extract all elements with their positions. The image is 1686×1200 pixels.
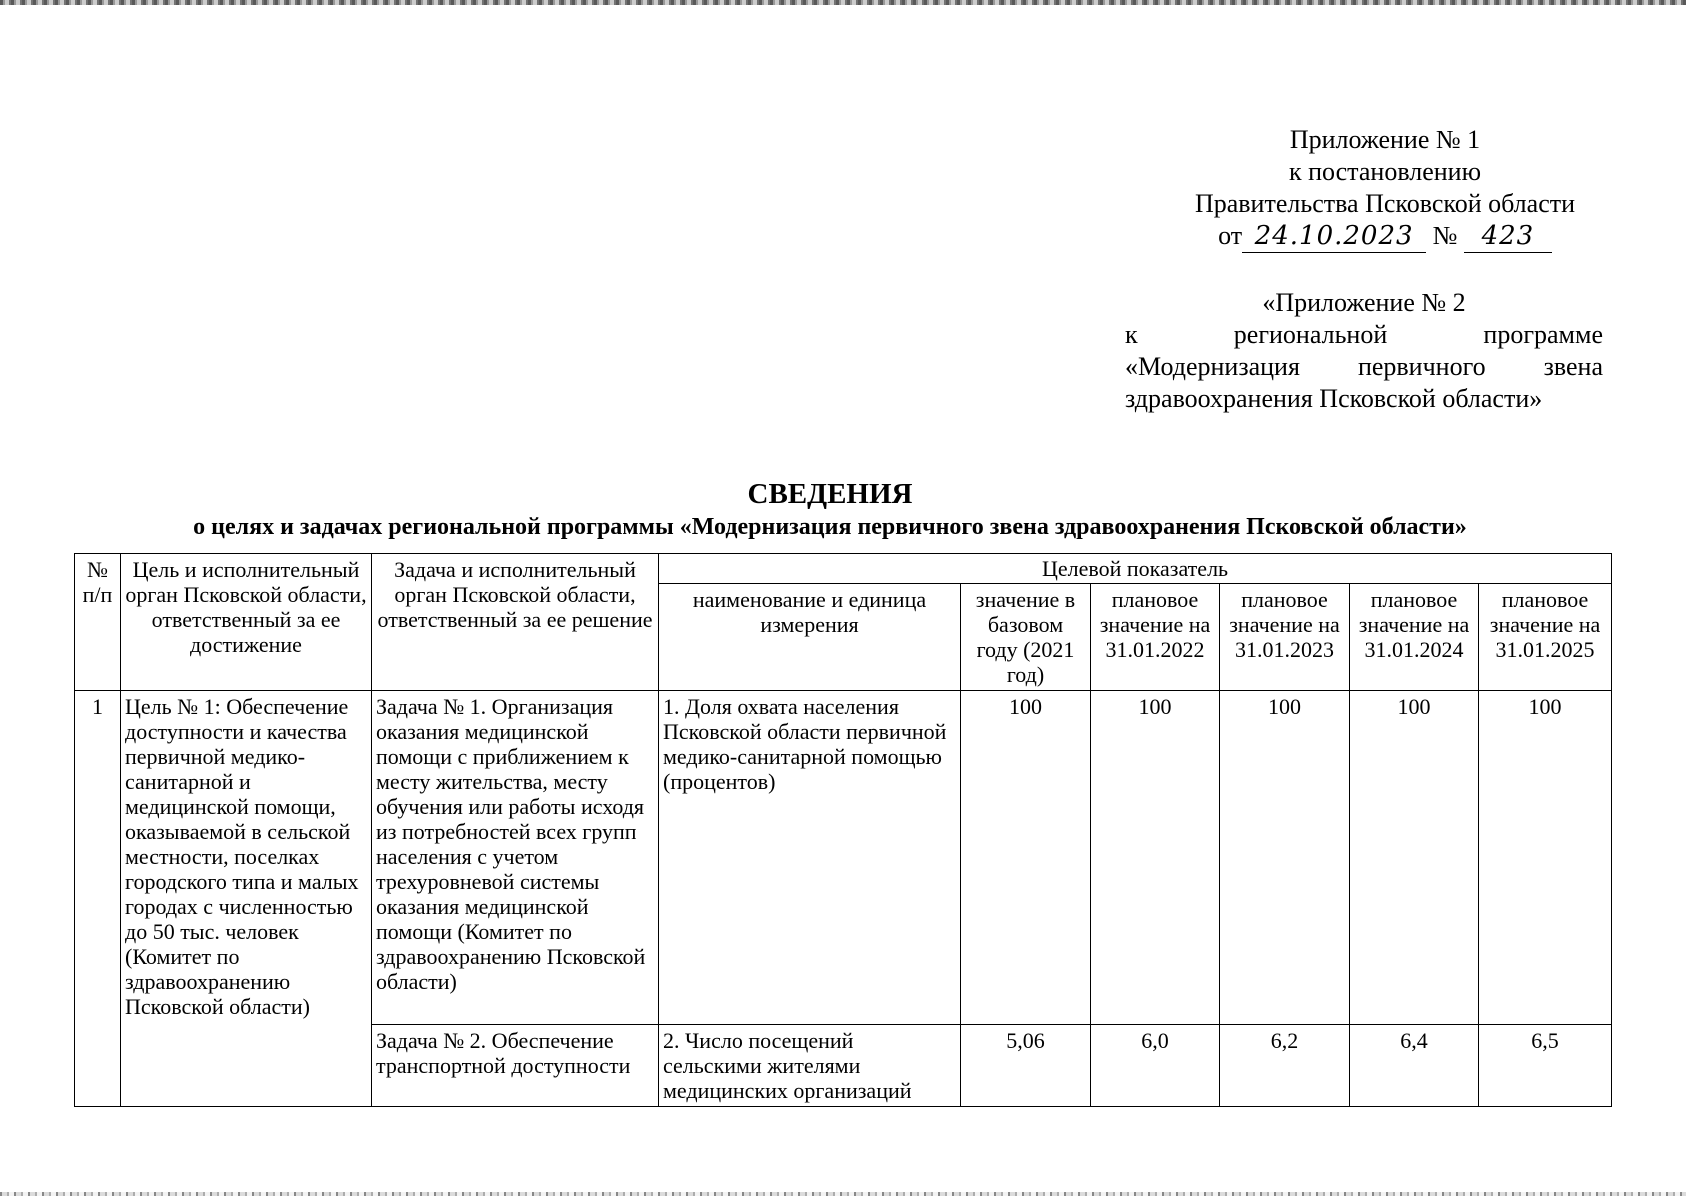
row-plan-2023: 100 [1220,691,1350,1025]
attachment-1-block [1100,124,1670,253]
header-plan-2025: плановое значение на 31.01.2025 [1479,584,1612,691]
attachment-1-date-line [1100,220,1670,253]
attachment-1-line1: Приложение № 1 [1289,125,1481,154]
attachment-2-block [1125,287,1603,415]
attachment-1-line2: к постановлению [1288,157,1482,186]
row-plan-2023: 6,2 [1220,1025,1350,1107]
row-task: Задача № 1. Организация оказания медицинской помощи с приближением к месту жительства, месту обучения или работы исходя из потребностей всех групп населения с учетом трехуровневой системы оказания медицинской помощи (Комитет по здравоохранению Псковской области) [372,691,659,1025]
document-subtitle: о целях и задачах региональной программы «Модернизация первичного звена здравоохранения Псковской области» [193,514,1467,540]
attachment-2-line2-word: к [1125,320,1138,349]
header-goal: Цель и исполнительный орган Псковской области, ответственный за ее достижение [121,554,372,691]
document-heading [60,476,1600,542]
row-goal: Цель № 1: Обеспечение доступности и качества первичной медико-санитарной и медицинской помощи, оказываемой в сельской местности, поселках городского типа и малых городах с численностью до 50 тыс. человек (Комитет по здравоохранению Псковской области) [121,691,372,1107]
from-prefix: от [1218,221,1243,250]
goals-table [74,553,1612,1107]
attachment-2-line2-word: региональной [1233,320,1388,349]
header-target: Целевой показатель [659,554,1612,584]
scan-edge-top [0,0,1686,5]
handwritten-number: 423 [1464,220,1552,253]
row-num: 1 [75,691,121,1107]
row-plan-2025: 100 [1479,691,1612,1025]
row-indicator: 2. Число посещений сельскими жителями медицинских организаций [659,1025,961,1107]
row-task: Задача № 2. Обеспечение транспортной доступности [372,1025,659,1107]
attachment-2-line2 [1125,319,1603,351]
table-row [75,691,1612,1025]
row-indicator: 1. Доля охвата населения Псковской области первичной медико-санитарной помощью (процентов) [659,691,961,1025]
header-num: № п/п [75,554,121,691]
attachment-2-line3-word: первичного [1357,352,1486,381]
row-base-value: 5,06 [961,1025,1091,1107]
attachment-1-line3: Правительства Псковской области [1194,189,1576,218]
attachment-2-line2-word: программе [1483,320,1603,349]
row-plan-2025: 6,5 [1479,1025,1612,1107]
header-base-value: значение в базовом году (2021 год) [961,584,1091,691]
handwritten-date: 24.10.2023 [1242,220,1426,253]
header-plan-2022: плановое значение на 31.01.2022 [1091,584,1220,691]
scan-edge-bottom [0,1192,1686,1196]
row-plan-2024: 6,4 [1350,1025,1479,1107]
header-task: Задача и исполнительный орган Псковской области, ответственный за ее решение [372,554,659,691]
attachment-2-line1: «Приложение № 2 [1262,288,1466,317]
row-plan-2022: 6,0 [1091,1025,1220,1107]
header-indicator-name: наименование и единица измерения [659,584,961,691]
attachment-2-line3-word: «Модернизация [1125,352,1300,381]
row-base-value: 100 [961,691,1091,1025]
document-title: СВЕДЕНИЯ [747,478,913,510]
number-sign: № [1432,221,1458,250]
header-plan-2024: плановое значение на 31.01.2024 [1350,584,1479,691]
header-plan-2023: плановое значение на 31.01.2023 [1220,584,1350,691]
attachment-2-line3-word: звена [1543,352,1603,381]
row-plan-2022: 100 [1091,691,1220,1025]
row-plan-2024: 100 [1350,691,1479,1025]
table-header-row [75,554,1612,584]
attachment-2-line4: здравоохранения Псковской области» [1125,384,1543,413]
attachment-2-line3 [1125,351,1603,383]
